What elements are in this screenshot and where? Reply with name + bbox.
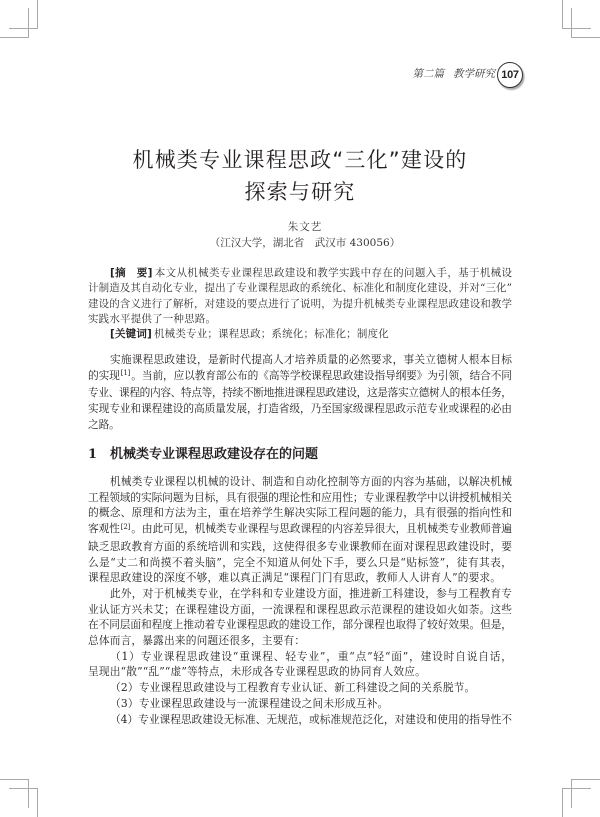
author-affiliation: （江汉大学，湖北省 武汉市 430056） — [209, 237, 401, 249]
crop-mark — [28, 8, 29, 38]
abstract-text: 计制造及其自动化专业，提出了专业课程思政的系统化、标准化和制度化建设，并对“三化” — [88, 282, 513, 295]
crop-mark — [28, 779, 29, 808]
paragraph-line: 机械类专业课程以机械的设计、制造和自动化控制等方面的内容为基础，以解决机械 — [110, 475, 513, 488]
crop-mark — [562, 28, 591, 29]
abstract-line — [88, 266, 512, 281]
keywords-line — [88, 327, 512, 342]
running-header-section: 教学研究 — [453, 68, 495, 80]
citation-ref: [1] — [120, 369, 131, 378]
intro-paragraph — [88, 352, 512, 433]
list-item: （1）专业课程思政建设“重课程、轻专业”，重“点”轻“面”，建设时自说自话， — [110, 649, 513, 663]
crop-mark — [9, 28, 38, 29]
abstract-line — [88, 297, 512, 312]
paragraph-line: 在不同层面和程度上推动着专业课程思政的建设工作，部分课程也取得了较好效果。但是， — [88, 618, 512, 632]
paragraph-line: 专业、课程的内容、特点等，持续不断地推进课程思政建设，这是落实立德树人的根本任务， — [88, 386, 512, 400]
paragraph-line: 么是“丈二和尚摸不着头脑”，完全不知道从何处下手，要么只是“贴标签”，徒有其表， — [88, 555, 513, 569]
paragraph-line: 此外，对于机械类专业，在学科和专业建设方面，推进新工科建设，参与工程教育专 — [110, 586, 513, 600]
crop-mark — [571, 779, 572, 808]
abstract-text: 建设的含义进行了解析，对建设的要点进行了说明，为提升机械类专业课程思政建设和教学 — [88, 297, 513, 310]
abstract-label: [摘 要] — [110, 267, 153, 279]
running-header-part: 第二篇 — [412, 68, 444, 80]
section-heading — [88, 446, 318, 464]
crop-mark — [571, 37, 600, 38]
paragraph-line: 的实现[1]。当前，应以教育部公布的《高等学校课程思政建设指导纲要》为引领，结合不同 — [88, 368, 512, 382]
title-line: 机械类专业课程思政“三化”建设的 — [132, 148, 468, 172]
crop-mark — [562, 788, 563, 817]
article-title — [0, 144, 600, 208]
keywords-label: [关键词] — [110, 328, 152, 341]
abstract — [88, 266, 512, 342]
list-item: （4）专业课程思政建设无标准、无规范，或标准规范泛化，对建设和使用的指导性不 — [110, 712, 512, 726]
citation-ref: [2] — [120, 522, 131, 531]
list-item-continuation: 呈现出“散”“乱”“虚”等特点，未形成各专业课程思政的协同育人效应。 — [88, 665, 426, 679]
abstract-text: 本文从机械类专业课程思政建设和教学实践中存在的问题入手，基于机械设 — [154, 267, 513, 279]
author-name: 朱文艺 — [287, 221, 323, 233]
list-item: （2）专业课程思政建设与工程教育专业认证、新工科建设之间的关系脱节。 — [110, 681, 476, 695]
section-body — [88, 474, 512, 727]
paragraph-line: 客观性[2]。由此可见，机械类专业课程与思政课程的内容差异很大，且机械类专业教师普遍 — [88, 522, 512, 536]
keywords-text: 机械类专业；课程思政；系统化；标准化；制度化 — [153, 328, 389, 341]
abstract-line — [88, 281, 512, 296]
section-title: 机械类专业课程思政建设存在的问题 — [110, 447, 319, 462]
crop-mark — [562, 0, 563, 28]
page-number: 107 — [501, 69, 519, 81]
crop-mark — [37, 0, 38, 28]
paragraph-line: 实施课程思政建设，是新时代提高人才培养质量的必然要求，事关立德树人根本目标 — [110, 353, 513, 366]
running-header — [413, 67, 496, 81]
section-number: 1 — [88, 447, 98, 462]
crop-mark — [9, 788, 38, 789]
paragraph-line: 业认证方兴未艾；在课程建设方面，一流课程和课程思政示范课程的建设如火如荼。这些 — [88, 602, 513, 616]
paragraph-line: 工程领域的实际问题为目标，具有很强的理论性和应用性；专业课程教学中以讲授机械相关 — [88, 490, 512, 504]
list-item: （3）专业课程思政建设与一流课程建设之间未形成互补。 — [110, 696, 389, 710]
paragraph-line: 的概念、原理和方法为主，重在培养学生解决实际工程问题的能力，具有很强的指向性和 — [88, 506, 513, 520]
crop-mark — [0, 37, 29, 38]
abstract-line — [88, 312, 512, 327]
title-line: 探索与研究 — [244, 180, 356, 204]
paragraph-line: 之路。 — [88, 417, 120, 431]
page-number-badge — [497, 62, 523, 88]
crop-mark — [571, 8, 572, 38]
abstract-text: 实践水平提供了一种思路。 — [88, 312, 217, 325]
crop-mark — [571, 779, 600, 780]
crop-mark — [562, 788, 591, 789]
crop-mark — [0, 779, 29, 780]
paragraph-line: 课程思政建设的深度不够，难以真正满足“课程门门有思政，教师人人讲育人”的要求。 — [88, 571, 502, 585]
paragraph-line: 总体而言，暴露出来的问题还很多，主要有： — [88, 634, 306, 648]
byline — [0, 219, 600, 251]
paragraph-line: 缺乏思政教育方面的系统培训和实践，这使得很多专业课教师在面对课程思政建设时，要 — [88, 539, 513, 553]
crop-mark — [37, 788, 38, 817]
paragraph-line: 实现专业和课程建设的高质量发展，打造省级，乃至国家级课程思政示范专业或课程的必由 — [88, 402, 512, 416]
